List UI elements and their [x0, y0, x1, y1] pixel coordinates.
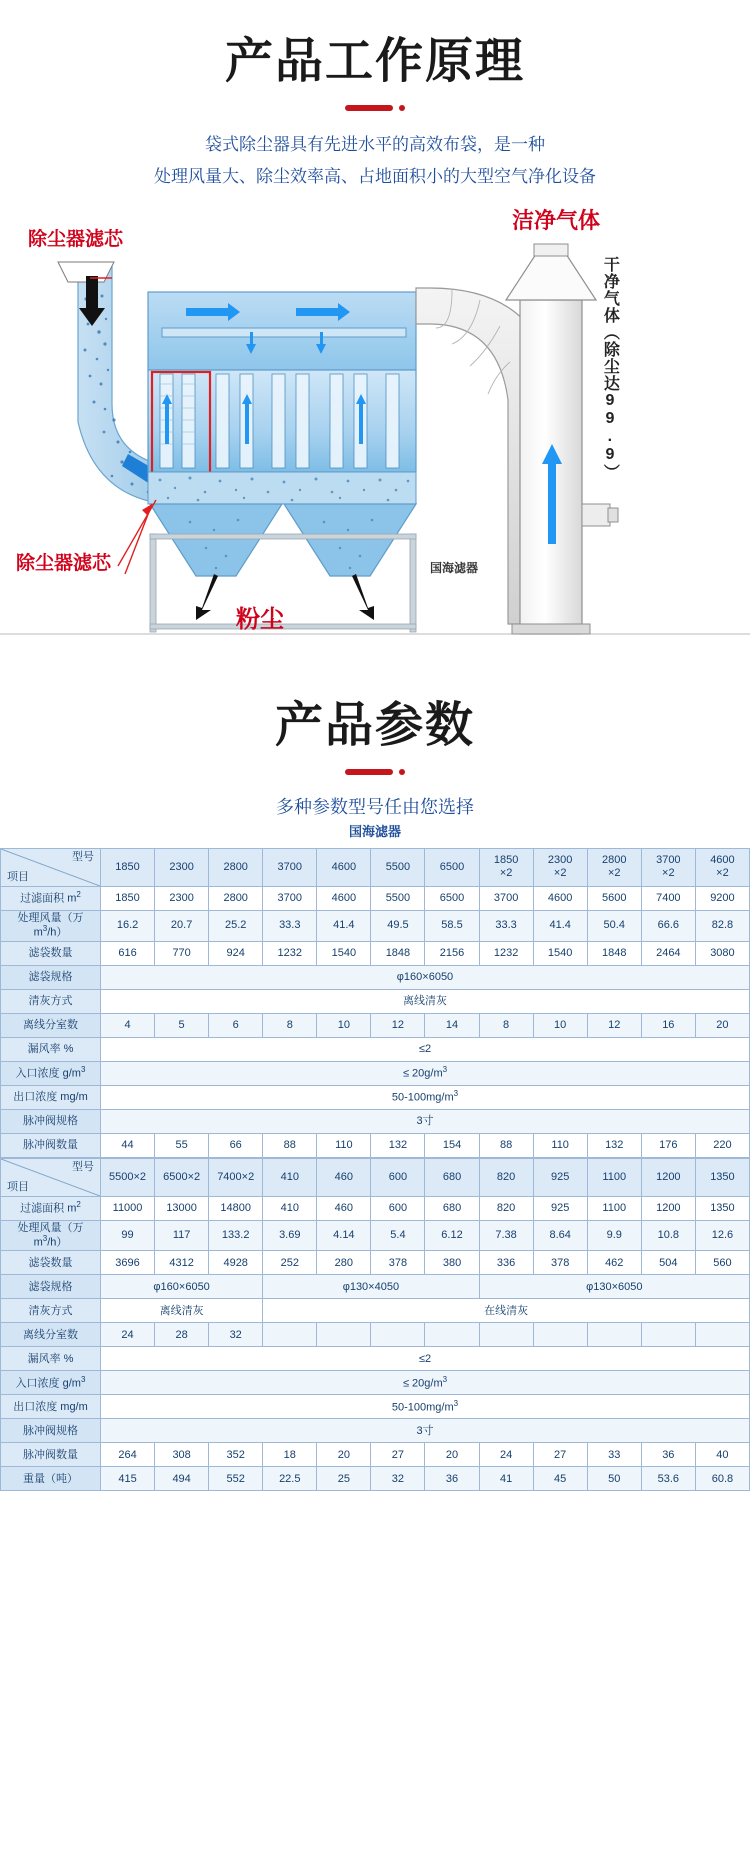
row-value: 2800: [209, 886, 263, 910]
row-value-group: φ130×6050: [479, 1275, 749, 1299]
row-value: 6500: [425, 886, 479, 910]
row-value: 7400: [641, 886, 695, 910]
row-value: 2156: [425, 941, 479, 965]
row-value: 32: [371, 1467, 425, 1491]
row-value: 1850: [101, 886, 155, 910]
row-value: 8.64: [533, 1220, 587, 1251]
row-value: 1540: [317, 941, 371, 965]
row-value-span: 3寸: [101, 1419, 750, 1443]
row-label: 离线分室数: [1, 1323, 101, 1347]
row-value: 41: [479, 1467, 533, 1491]
row-label: 出口浓度 mg/m: [1, 1085, 101, 1109]
row-value: 16: [641, 1013, 695, 1037]
row-value: 380: [425, 1251, 479, 1275]
row-value: 24: [101, 1323, 155, 1347]
row-value: 494: [155, 1467, 209, 1491]
row-value: 820: [479, 1196, 533, 1220]
model-header-cell: 1100: [587, 1158, 641, 1196]
row-value: 3.69: [263, 1220, 317, 1251]
row-value: 33.3: [479, 910, 533, 941]
row-value: 66: [209, 1133, 263, 1157]
row-value: 82.8: [695, 910, 749, 941]
row-value: 8: [263, 1013, 317, 1037]
row-value: 1232: [263, 941, 317, 965]
product-page: [0, 22, 750, 1491]
row-label: 脉冲阀数量: [1, 1443, 101, 1467]
dust-collector-diagram: [0, 204, 750, 664]
row-value: 99: [101, 1220, 155, 1251]
row-value: 11000: [101, 1196, 155, 1220]
row-value: [641, 1323, 695, 1347]
divider-dot: [399, 105, 405, 111]
table-row: [1, 1061, 750, 1085]
row-value: 36: [641, 1443, 695, 1467]
intro-line-1: 袋式除尘器具有先进水平的高效布袋，是一种: [205, 135, 545, 154]
model-header-cell: 820: [479, 1158, 533, 1196]
row-value: 2300: [155, 886, 209, 910]
row-value: 176: [641, 1133, 695, 1157]
row-value: 20: [695, 1013, 749, 1037]
row-value: 504: [641, 1251, 695, 1275]
row-value: 560: [695, 1251, 749, 1275]
row-value: 20: [317, 1443, 371, 1467]
row-label: 过滤面积 $m^2$: [1, 1196, 101, 1220]
row-value: 110: [317, 1133, 371, 1157]
model-header-cell: 5500×2: [101, 1158, 155, 1196]
table-row: [1, 910, 750, 941]
page-title: 产品工作原理: [224, 33, 525, 89]
row-label: 漏风率 %: [1, 1347, 101, 1371]
row-value: 66.6: [641, 910, 695, 941]
label-dust: 粉尘: [236, 605, 284, 633]
params-table-2-body: [1, 1158, 750, 1491]
model-header-cell: 460: [317, 1158, 371, 1196]
row-value: 1100: [587, 1196, 641, 1220]
table-header-row: [1, 848, 750, 886]
row-value: 1232: [479, 941, 533, 965]
row-value: 410: [263, 1196, 317, 1220]
row-label: 清灰方式: [1, 989, 101, 1013]
row-value-group: 在线清灰: [263, 1299, 750, 1323]
row-value-span: ≤ $20g/m^3$: [101, 1371, 750, 1395]
table-row: [1, 989, 750, 1013]
row-value: 352: [209, 1443, 263, 1467]
row-value: 10.8: [641, 1220, 695, 1251]
row-label: 重量（吨）: [1, 1467, 101, 1491]
row-value: 14: [425, 1013, 479, 1037]
row-value: 5.4: [371, 1220, 425, 1251]
row-value: 5500: [371, 886, 425, 910]
row-label: 滤袋数量: [1, 941, 101, 965]
table-row: [1, 1013, 750, 1037]
row-value: 18: [263, 1443, 317, 1467]
row-label: 滤袋规格: [1, 1275, 101, 1299]
row-value: 4928: [209, 1251, 263, 1275]
row-label: 入口浓度 $g/m^3$: [1, 1371, 101, 1395]
row-value: [587, 1323, 641, 1347]
row-value-span: $50-100mg/m^3$: [101, 1395, 750, 1419]
row-value: 3700: [479, 886, 533, 910]
table-row: [1, 1371, 750, 1395]
row-label: 清灰方式: [1, 1299, 101, 1323]
divider-bar: [345, 105, 393, 111]
row-value: 1848: [587, 941, 641, 965]
model-header-cell: 2300 ×2: [533, 848, 587, 886]
row-value: 154: [425, 1133, 479, 1157]
label-filter-cartridge-bottom: 除尘器滤芯: [16, 552, 112, 574]
row-value: [479, 1323, 533, 1347]
row-value: 1200: [641, 1196, 695, 1220]
table-row: [1, 886, 750, 910]
row-value: 1848: [371, 941, 425, 965]
row-value: 27: [533, 1443, 587, 1467]
divider-bar: [345, 769, 393, 775]
row-label: 处理风量（万 $m^3/h$）: [1, 1220, 101, 1251]
row-label: 脉冲阀规格: [1, 1419, 101, 1443]
row-label: 入口浓度 $g/m^3$: [1, 1061, 101, 1085]
row-value: 25.2: [209, 910, 263, 941]
row-label: 离线分室数: [1, 1013, 101, 1037]
row-value: 13000: [155, 1196, 209, 1220]
row-value: 49.5: [371, 910, 425, 941]
params-table-1: [0, 848, 750, 1158]
row-value: 415: [101, 1467, 155, 1491]
header-corner-cell: 型号 项目: [1, 1158, 101, 1196]
model-header-cell: 2800: [209, 848, 263, 886]
table-row: [1, 1467, 750, 1491]
table-row: [1, 1037, 750, 1061]
row-value: 6.12: [425, 1220, 479, 1251]
row-value: 20: [425, 1443, 479, 1467]
table-row: [1, 1133, 750, 1157]
row-value: 33: [587, 1443, 641, 1467]
row-label: 漏风率 %: [1, 1037, 101, 1061]
row-value: 378: [371, 1251, 425, 1275]
row-value: [425, 1323, 479, 1347]
row-value-group: 离线清灰: [101, 1299, 263, 1323]
table-row: [1, 1323, 750, 1347]
model-header-cell: 3700: [263, 848, 317, 886]
model-header-cell: 6500×2: [155, 1158, 209, 1196]
row-value: 22.5: [263, 1467, 317, 1491]
row-label: 过滤面积 $m^2$: [1, 886, 101, 910]
model-header-cell: 410: [263, 1158, 317, 1196]
table-row: [1, 1299, 750, 1323]
model-header-cell: 3700 ×2: [641, 848, 695, 886]
row-value: 44: [101, 1133, 155, 1157]
row-value: 4600: [533, 886, 587, 910]
row-value: 4600: [317, 886, 371, 910]
row-label: 处理风量（万 $m^3/h$）: [1, 910, 101, 941]
row-label: 滤袋规格: [1, 965, 101, 989]
row-value-span: $50-100mg/m^3$: [101, 1085, 750, 1109]
intro-text: [65, 129, 685, 194]
row-value: 36: [425, 1467, 479, 1491]
row-value: 308: [155, 1443, 209, 1467]
model-header-cell: 6500: [425, 848, 479, 886]
row-value-group: φ160×6050: [101, 1275, 263, 1299]
model-header-cell: 1200: [641, 1158, 695, 1196]
row-value: 55: [155, 1133, 209, 1157]
row-value: 7.38: [479, 1220, 533, 1251]
label-filter-cartridge-top: 除尘器滤芯: [28, 228, 124, 250]
params-title-divider: [0, 769, 750, 775]
row-value: [317, 1323, 371, 1347]
row-label: 脉冲阀规格: [1, 1109, 101, 1133]
params-table-2: [0, 1158, 750, 1492]
model-header-cell: 7400×2: [209, 1158, 263, 1196]
row-value: 9.9: [587, 1220, 641, 1251]
row-value: 252: [263, 1251, 317, 1275]
row-value-span: 3寸: [101, 1109, 750, 1133]
model-header-cell: 1850: [101, 848, 155, 886]
model-header-cell: 925: [533, 1158, 587, 1196]
row-value: 10: [533, 1013, 587, 1037]
row-value-span: ≤ $20g/m^3$: [101, 1061, 750, 1085]
model-header-cell: 1350: [695, 1158, 749, 1196]
params-note: 多种参数型号任由您选择: [276, 796, 474, 817]
row-value: 552: [209, 1467, 263, 1491]
row-value: 10: [317, 1013, 371, 1037]
row-value: 88: [479, 1133, 533, 1157]
row-value: 280: [317, 1251, 371, 1275]
model-header-cell: 1850 ×2: [479, 848, 533, 886]
row-value: 110: [533, 1133, 587, 1157]
row-value: 5600: [587, 886, 641, 910]
model-header-cell: 4600: [317, 848, 371, 886]
row-value: 600: [371, 1196, 425, 1220]
row-value-span: 离线清灰: [101, 989, 750, 1013]
label-clean-gas-vertical: 干净气体（除尘达99.9）: [601, 255, 619, 481]
row-value: 16.2: [101, 910, 155, 941]
row-value: 53.6: [641, 1467, 695, 1491]
row-value: 40: [695, 1443, 749, 1467]
intro-line-2: 处理风量大、除尘效率高、占地面积小的大型空气净化设备: [154, 167, 596, 187]
row-value: 460: [317, 1196, 371, 1220]
row-value: 133.2: [209, 1220, 263, 1251]
header-corner-cell: 型号 项目: [1, 848, 101, 886]
row-value-span: ≤2: [101, 1347, 750, 1371]
row-value: 3700: [263, 886, 317, 910]
table-row: [1, 1220, 750, 1251]
row-value: 50: [587, 1467, 641, 1491]
row-value: 27: [371, 1443, 425, 1467]
row-value: 117: [155, 1220, 209, 1251]
row-value: 2464: [641, 941, 695, 965]
row-value: 378: [533, 1251, 587, 1275]
row-value-span: ≤2: [101, 1037, 750, 1061]
row-value: 88: [263, 1133, 317, 1157]
row-value: 20.7: [155, 910, 209, 941]
row-value: 45: [533, 1467, 587, 1491]
row-value: 24: [479, 1443, 533, 1467]
row-value: [695, 1323, 749, 1347]
row-value: 9200: [695, 886, 749, 910]
row-value: 770: [155, 941, 209, 965]
row-value: 50.4: [587, 910, 641, 941]
row-value: 220: [695, 1133, 749, 1157]
row-value: [371, 1323, 425, 1347]
row-value: 41.4: [317, 910, 371, 941]
row-value: 4: [101, 1013, 155, 1037]
row-value: 12.6: [695, 1220, 749, 1251]
row-value: 8: [479, 1013, 533, 1037]
row-value: 6: [209, 1013, 263, 1037]
divider-dot: [399, 769, 405, 775]
params-table-1-body: [1, 848, 750, 1157]
row-value: 5: [155, 1013, 209, 1037]
row-value: 925: [533, 1196, 587, 1220]
row-value: 58.5: [425, 910, 479, 941]
table-row: [1, 965, 750, 989]
table-row: [1, 1109, 750, 1133]
row-value: 3080: [695, 941, 749, 965]
row-value: 12: [371, 1013, 425, 1037]
diagram-brand-label: 国海滤器: [430, 560, 479, 575]
row-value: 1350: [695, 1196, 749, 1220]
table-row: [1, 1085, 750, 1109]
model-header-cell: 2300: [155, 848, 209, 886]
model-header-cell: 4600 ×2: [695, 848, 749, 886]
row-value: 32: [209, 1323, 263, 1347]
table-row: [1, 1419, 750, 1443]
model-header-cell: 600: [371, 1158, 425, 1196]
title-divider: [0, 105, 750, 111]
row-value-group: φ130×4050: [263, 1275, 479, 1299]
row-value: 14800: [209, 1196, 263, 1220]
row-value: [263, 1323, 317, 1347]
model-header-cell: 2800 ×2: [587, 848, 641, 886]
table-row: [1, 1196, 750, 1220]
table-row: [1, 1275, 750, 1299]
row-value-span: φ160×6050: [101, 965, 750, 989]
row-value: 3696: [101, 1251, 155, 1275]
row-value: 4312: [155, 1251, 209, 1275]
row-value: 132: [371, 1133, 425, 1157]
table-row: [1, 1251, 750, 1275]
table-row: [1, 941, 750, 965]
row-label: 出口浓度 mg/m: [1, 1395, 101, 1419]
model-header-cell: 5500: [371, 848, 425, 886]
row-label: 滤袋数量: [1, 1251, 101, 1275]
row-label: 脉冲阀数量: [1, 1133, 101, 1157]
row-value: 4.14: [317, 1220, 371, 1251]
row-value: 1540: [533, 941, 587, 965]
row-value: 60.8: [695, 1467, 749, 1491]
row-value: 264: [101, 1443, 155, 1467]
brand-note: 国海滤器: [348, 823, 401, 839]
row-value: 12: [587, 1013, 641, 1037]
principle-illustration: [0, 204, 750, 664]
params-title: 产品参数: [274, 696, 475, 753]
row-value: [533, 1323, 587, 1347]
row-value: 680: [425, 1196, 479, 1220]
table-header-row: [1, 1158, 750, 1196]
table-row: [1, 1443, 750, 1467]
row-value: 616: [101, 941, 155, 965]
table-row: [1, 1395, 750, 1419]
row-value: 28: [155, 1323, 209, 1347]
row-value: 41.4: [533, 910, 587, 941]
row-value: 33.3: [263, 910, 317, 941]
row-value: 462: [587, 1251, 641, 1275]
table-row: [1, 1347, 750, 1371]
row-value: 132: [587, 1133, 641, 1157]
row-value: 924: [209, 941, 263, 965]
row-value: 336: [479, 1251, 533, 1275]
model-header-cell: 680: [425, 1158, 479, 1196]
row-value: 25: [317, 1467, 371, 1491]
label-clean-gas: 洁净气体: [512, 207, 601, 233]
